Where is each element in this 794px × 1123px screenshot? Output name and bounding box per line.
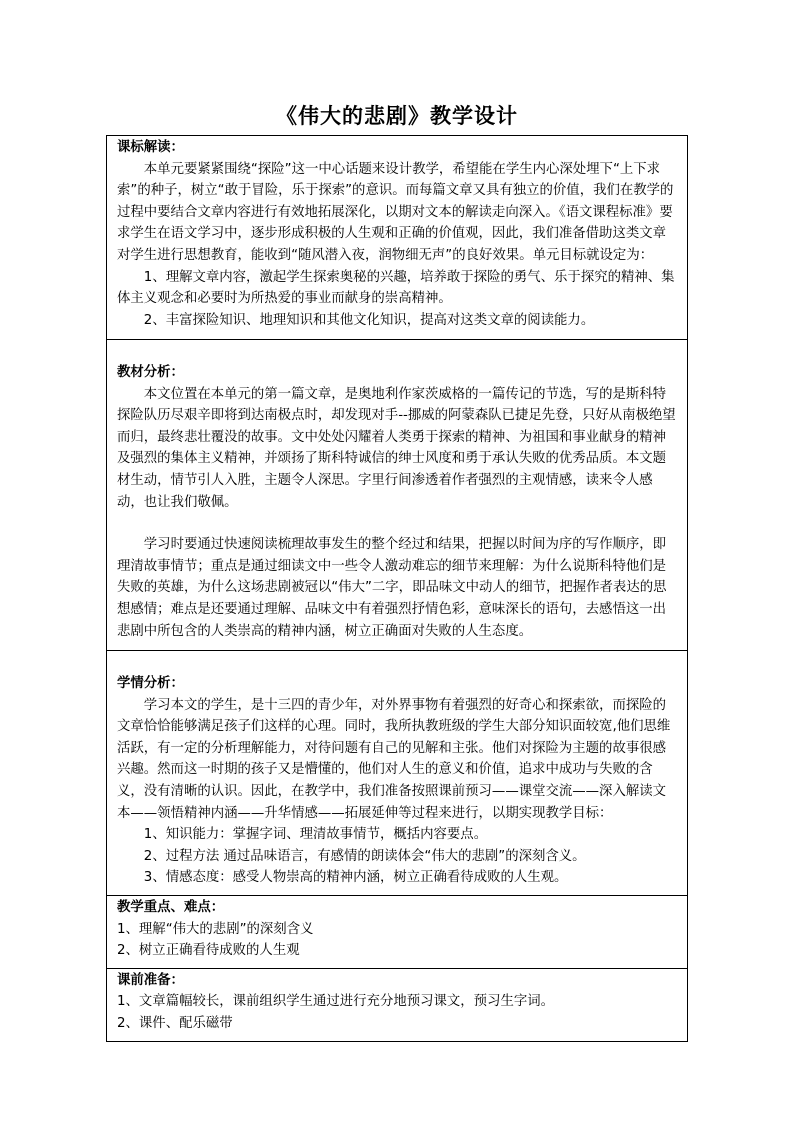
section-paragraph: 学习时要通过快速阅读梳理故事发生的整个经过和结果，把握以时间为序的写作顺序，即理清故事情节；重点是通过细读文中一些令人激动难忘的细节来理解：为什么说斯科特他们是失败的英雄，为什么这场悲剧被冠以“伟大”二字，即品味文中动人的细节，把握作者表达的思想感情；难点是还要通过理解、品味文中有着强烈抒情色彩，意味深长的语句，去感悟这一出悲剧中所包含的人类崇高的精神内涵，树立正确面对失败的人生态度。 (117, 537, 667, 639)
section-heading: 教学重点、难点： (117, 899, 225, 915)
section-cell (107, 895, 688, 968)
section-heading: 教材分析： (117, 365, 184, 380)
section-paragraph: 本单元要紧紧围绕“探险”这一中心话题来设计教学，希望能在学生内心深处埋下“上下求索”的种子，树立“敢于冒险，乐于探索”的意识。而每篇文章又具有独立的价值，我们在教学的过程中要结合文章内容进行有效地拓展深化，以期对文本的解读走向深入。《语文课程标准》要求学生在语文学习中，逐步形成积极的人生观和正确的价值观，因此，我们准备借助这类文章对学生进行思想教育，能收到“随风潜入夜，润物细无声”的良好效果。单元目标就设定为： (117, 161, 674, 263)
section-key-points (107, 895, 688, 968)
section-paragraph: 2、丰富探险知识、地理知识和其他文化知识，提高对这类文章的阅读能力。 (143, 312, 595, 328)
section-cell (107, 651, 688, 896)
section-heading: 学情分析： (117, 676, 184, 691)
section-paragraph: 1、知识能力：掌握字词、理清故事情节，概括内容要点。 (143, 827, 488, 843)
section-curriculum (107, 136, 688, 340)
section-textbook (107, 340, 688, 651)
section-paragraph: 3、情感态度：感受人物崇高的精神内涵，树立正确看待成败的人生观。 (143, 870, 568, 886)
section-preparation (107, 968, 688, 1041)
section-paragraph: 1、理解文章内容，激起学生探索奥秘的兴趣，培养敢于探险的勇气、乐于探究的精神、集体主义观念和必要时为所热爱的事业而献身的崇高精神。 (117, 269, 675, 307)
blank-line (117, 341, 677, 362)
section-paragraph: 1、理解“伟大的悲剧”的深刻含义 (117, 921, 314, 937)
section-students (107, 651, 688, 896)
section-paragraph: 本文位置在本单元的第一篇文章，是奥地利作家茨威格的一篇传记的节选，写的是斯科特探险队历尽艰辛即将到达南极点时，却发现对手--挪威的阿蒙森队已捷足先登，只好从南极绝望而归，最终悲壮覆没的故事。文中处处闪耀着人类勇于探索的精神、为祖国和事业献身的精神及强烈的集体主义精神，并颂扬了斯科特诚信的绅士风度和勇于承认失败的优秀品质。本文题材生动，情节引人入胜，主题令人深思。字里行间渗透着作者强烈的主观情感，读来令人感动，也让我们敬佩。 (117, 386, 676, 510)
section-cell (107, 136, 688, 340)
section-paragraph: 2、过程方法 通过品味语言，有感情的朗读体会“伟大的悲剧”的深刻含义。 (143, 848, 586, 864)
document-title: 《伟大的悲剧》教学设计 (276, 103, 518, 128)
blank-line (117, 513, 677, 534)
section-cell (107, 340, 688, 651)
section-cell (107, 968, 688, 1041)
section-heading: 课前准备： (117, 972, 184, 988)
section-paragraph: 2、树立正确看待成败的人生观 (117, 943, 300, 959)
section-paragraph: 2、课件、配乐磁带 (117, 1015, 233, 1031)
blank-line (117, 652, 677, 673)
section-heading: 课标解读： (117, 140, 184, 155)
section-paragraph: 学习本文的学生，是十三四的青少年，对外界事物有着强烈的好奇心和探索欲，而探险的文章恰恰能够满足孩子们这样的心理。同时，我所执教班级的学生大部分知识面较宽,他们思维活跃，有一定的分析理解能力，对待问题有自己的见解和主张。他们对探险为主题的故事很感兴趣。然而这一时期的孩子又是懵懂的，他们对人生的意义和价值，追求中成功与失败的含义，没有清晰的认识。因此，在教学中，我们准备按照课前预习——课堂交流——深入解读文本——领悟精神内涵——升华情感——拓展延伸等过程来进行，以期实现教学目标： (117, 697, 671, 821)
section-paragraph: 1、文章篇幅较长，课前组织学生通过进行充分地预习课文，预习生字词。 (117, 994, 555, 1010)
teaching-design-table (106, 135, 688, 1042)
